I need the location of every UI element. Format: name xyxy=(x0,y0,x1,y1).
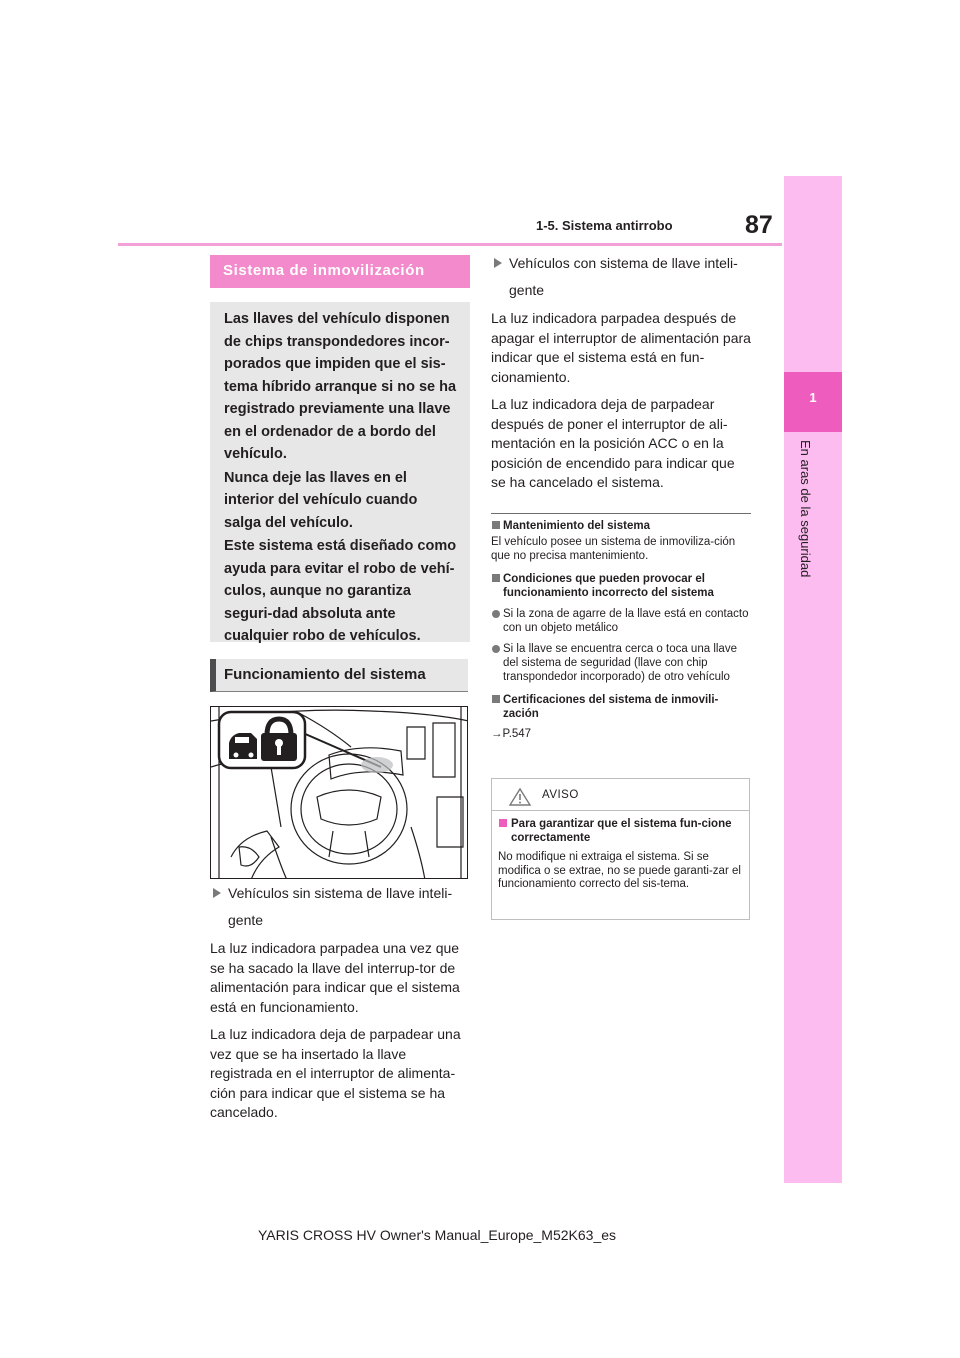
vehicle-type-bullet xyxy=(491,253,751,301)
square-bullet-icon xyxy=(492,695,500,703)
bullet-line: gente xyxy=(509,282,545,298)
body-paragraph: La luz indicadora parpadea una vez que se ha sacado la llave del interrup-tor de alimentación para indicar que el sistema está en funcionamiento. xyxy=(210,940,460,1015)
list-item xyxy=(491,607,751,635)
bullet-line: Vehículos sin sistema de llave inteli- xyxy=(228,885,453,901)
note-heading xyxy=(491,693,751,721)
circle-bullet-icon xyxy=(492,645,500,653)
section-title: Sistema de inmovilización xyxy=(223,262,425,279)
chapter-number: 1 xyxy=(809,390,817,405)
bullet-line: Vehículos con sistema de llave inteli- xyxy=(509,255,738,271)
body-paragraph: La luz indicadora deja de parpadear después de poner el interruptor de ali-mentación en la posición ACC o en la posición de encendido para indicar que se ha cancelado el sistema. xyxy=(491,396,735,490)
warning-body xyxy=(492,811,749,892)
page-number: 87 xyxy=(745,211,773,239)
list-item xyxy=(491,642,751,684)
intro-paragraph: Nunca deje las llaves en el interior del vehículo cuando salga del vehículo. xyxy=(224,469,418,531)
square-bullet-icon xyxy=(492,521,500,529)
square-bullet-icon xyxy=(499,819,507,827)
note-heading-text: Condiciones que pueden provocar el funcionamiento incorrecto del sistema xyxy=(503,572,714,599)
right-column-text xyxy=(491,253,751,741)
chapter-title xyxy=(793,440,833,610)
warning-label: AVISO xyxy=(542,789,579,801)
warning-heading xyxy=(498,817,741,845)
instrument-panel-illustration xyxy=(210,706,468,879)
triangle-bullet-icon xyxy=(494,258,502,268)
note-heading-text: Certificaciones del sistema de inmovili-zación xyxy=(503,693,719,720)
dashboard-drawing xyxy=(211,707,468,879)
note-heading xyxy=(491,519,751,533)
square-bullet-icon xyxy=(492,574,500,582)
list-item-text: Si la zona de agarre de la llave está en contacto con un objeto metálico xyxy=(503,607,749,634)
note-heading xyxy=(491,572,751,600)
notes-divider xyxy=(491,513,751,514)
section-header: 1-5. Sistema antirrobo xyxy=(536,218,673,233)
circle-bullet-icon xyxy=(492,610,500,618)
page-reference: →P.547 xyxy=(491,727,532,740)
chapter-side-tab xyxy=(784,176,842,1183)
intro-paragraph: Este sistema está diseñado como ayuda para evitar el robo de vehí-culos, aunque no garantiza seguri-dad absoluta ante cualquier robo de vehículos. xyxy=(224,538,457,644)
note-heading-text: Mantenimiento del sistema xyxy=(503,519,650,532)
list-item-text: Si la llave se encuentra cerca o toca una llave del sistema de seguridad (llave con chip transpondedor incorporado) de otro vehículo xyxy=(503,642,737,683)
body-paragraph: La luz indicadora parpadea después de apagar el interruptor de alimentación para indicar que el sistema está en fun-cionamiento. xyxy=(491,310,751,385)
warning-header xyxy=(492,779,749,811)
chapter-title-text: En aras de la seguridad xyxy=(798,440,813,578)
warning-text: No modifique ni extraiga el sistema. Si se modifica o se extrae, no se puede garanti-zar el funcionamiento correcto del sis-tema. xyxy=(498,851,741,890)
body-paragraph: La luz indicadora deja de parpadear una vez que se ha insertado la llave registrada en el interruptor de alimenta-ción para indicar que el sistema se ha cancelado. xyxy=(210,1026,461,1120)
footer-manual-name: YARIS CROSS HV Owner's Manual_Europe_M52K63_es xyxy=(258,1227,617,1243)
subsection-heading-box xyxy=(210,659,468,692)
intro-paragraph: Las llaves del vehículo disponen de chips transpondedores incor-porados que impiden que el sis-tema híbrido arranque si no se ha registrado previamente una llave en el ordenador de a bordo del vehículo. xyxy=(224,311,457,462)
note-text: El vehículo posee un sistema de inmoviliza-ción que no precisa mantenimiento. xyxy=(491,535,736,562)
warning-triangle-icon xyxy=(508,787,532,807)
header-rule xyxy=(118,243,782,246)
left-column-text xyxy=(210,883,470,1123)
intro-box xyxy=(210,302,470,642)
triangle-bullet-icon xyxy=(213,888,221,898)
bullet-line: gente xyxy=(228,912,264,928)
subsection-heading: Funcionamiento del sistema xyxy=(224,666,426,683)
warning-heading-text: Para garantizar que el sistema fun-cione correctamente xyxy=(511,818,732,844)
section-title-bar xyxy=(210,255,470,288)
vehicle-type-bullet xyxy=(210,883,470,931)
warning-box xyxy=(491,778,750,920)
